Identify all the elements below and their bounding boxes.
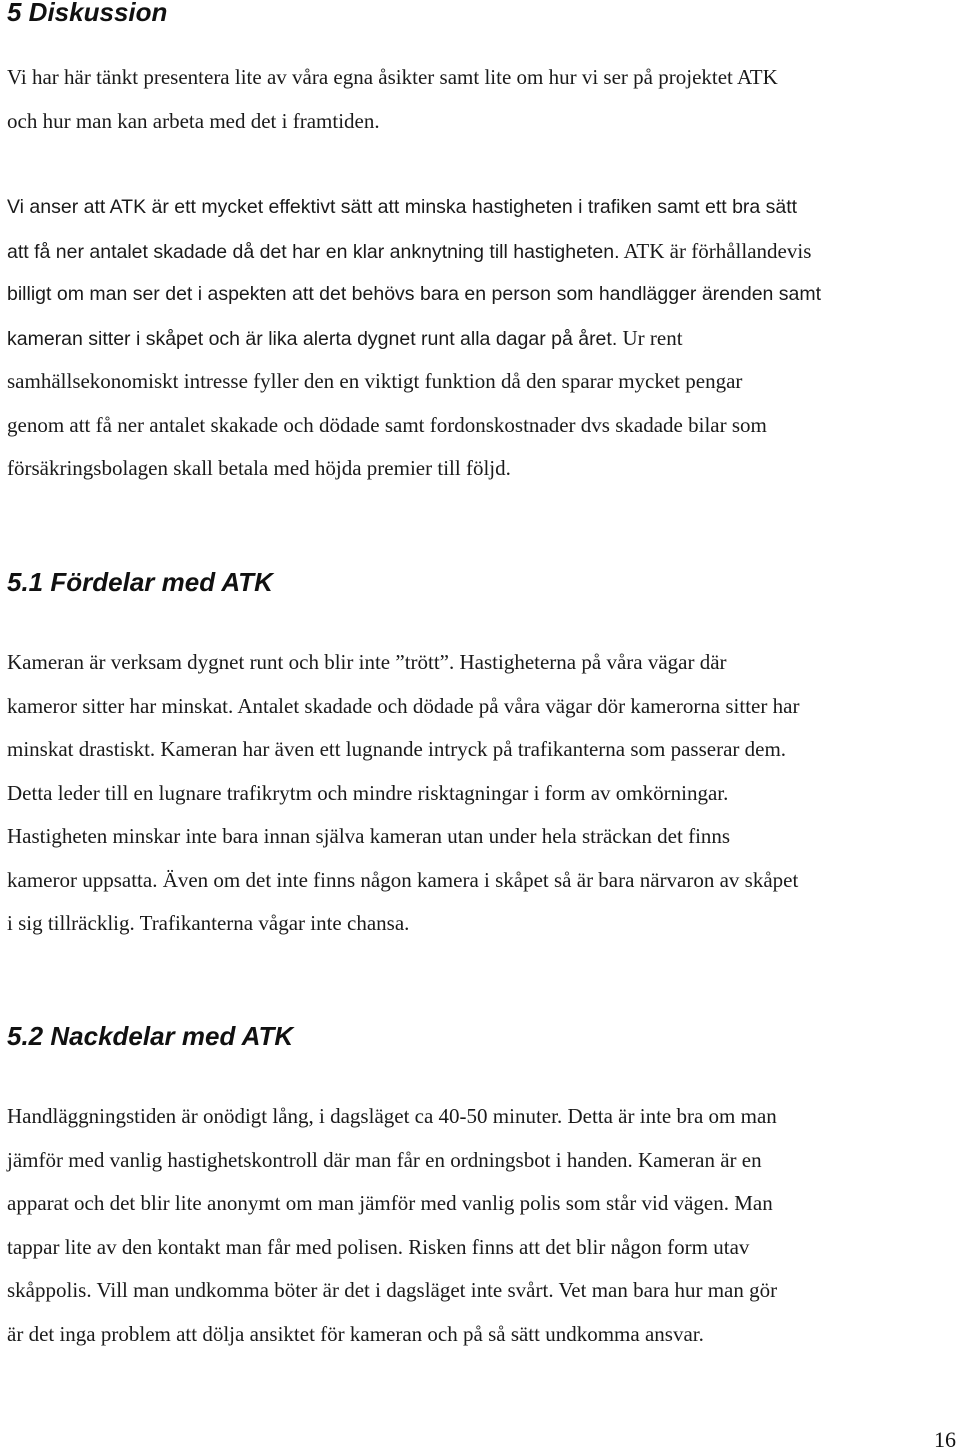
text-line: i sig tillräcklig. Trafikanterna vågar inte chansa.: [7, 911, 410, 935]
section-heading-nackdelar: 5.2 Nackdelar med ATK: [7, 1021, 294, 1051]
text-line: [7, 317, 821, 361]
paragraph-fordelar: [7, 641, 799, 946]
text-line: samhällsekonomiskt intresse fyller den en viktigt funktion då den sparar mycket pengar: [7, 369, 743, 393]
text-line: är det inga problem att dölja ansiktet för kameran och på så sätt undkomma ansvar.: [7, 1321, 704, 1346]
text-line: kameror sitter har minskat. Antalet skadade och dödade på våra vägar dör kamerorna sitter har: [7, 693, 800, 718]
page-number: 16: [934, 1427, 956, 1452]
text-line: minskat drastiskt. Kameran har även ett lugnande intryck på trafikanterna som passerar dem.: [7, 737, 787, 761]
text-line: kameror uppsatta. Även om det inte finns någon kamera i skåpet så är bara närvaron av skåpet: [7, 867, 799, 892]
text-segment: Ur rent: [617, 325, 683, 350]
text-line: Detta leder till en lugnare trafikrytm och mindre risktagningar i form av omkörningar.: [7, 780, 729, 805]
text-segment: kameran sitter i skåpet och är lika alerta dygnet runt alla dagar på året.: [7, 327, 618, 350]
paragraph-intro: [7, 56, 778, 143]
section-heading-fordelar: 5.1 Fördelar med ATK: [7, 567, 273, 597]
text-line: genom att få ner antalet skakade och dödade samt fordonskostnader dvs skadade bilar som: [7, 412, 767, 437]
text-line: Vi anser att ATK är ett mycket effektivt sätt att minska hastigheten i trafiken samt ett bra sätt: [7, 196, 798, 218]
text-segment: att få ner antalet skadade då det har en klar anknytning till hastigheten.: [7, 240, 620, 263]
text-line: och hur man kan arbeta med det i framtiden.: [7, 108, 380, 133]
text-line: apparat och det blir lite anonymt om man jämför med vanlig polis som står vid vägen. Man: [7, 1191, 773, 1215]
paragraph-atk-effectiveness: [7, 186, 821, 491]
text-line: Handläggningstiden är onödigt lång, i dagsläget ca 40-50 minuter. Detta är inte bra om man: [7, 1104, 777, 1128]
text-line: Kameran är verksam dygnet runt och blir inte ”trött”. Hastigheterna på våra vägar där: [7, 650, 727, 674]
paragraph-nackdelar: [7, 1095, 777, 1356]
text-line: skåppolis. Vill man undkomma böter är det i dagsläget inte svårt. Vet man bara hur man gör: [7, 1278, 778, 1302]
text-line: Hastigheten minskar inte bara innan själva kameran utan under hela sträckan det finns: [7, 824, 731, 848]
section-heading-diskussion: 5 Diskussion: [7, 0, 168, 27]
text-line: billigt om man ser det i aspekten att det behövs bara en person som handlägger ärenden samt: [7, 283, 822, 305]
text-segment: ATK är förhållandevis: [619, 238, 812, 263]
text-line: försäkringsbolagen skall betala med höjda premier till följd.: [7, 456, 511, 480]
text-line: [7, 230, 821, 274]
text-line: Vi har här tänkt presentera lite av våra egna åsikter samt lite om hur vi ser på projektet ATK: [7, 65, 778, 89]
text-line: jämför med vanlig hastighetskontroll där man får en ordningsbot i handen. Kameran är en: [7, 1147, 762, 1172]
text-line: tappar lite av den kontakt man får med polisen. Risken finns att det blir någon form utav: [7, 1234, 750, 1259]
